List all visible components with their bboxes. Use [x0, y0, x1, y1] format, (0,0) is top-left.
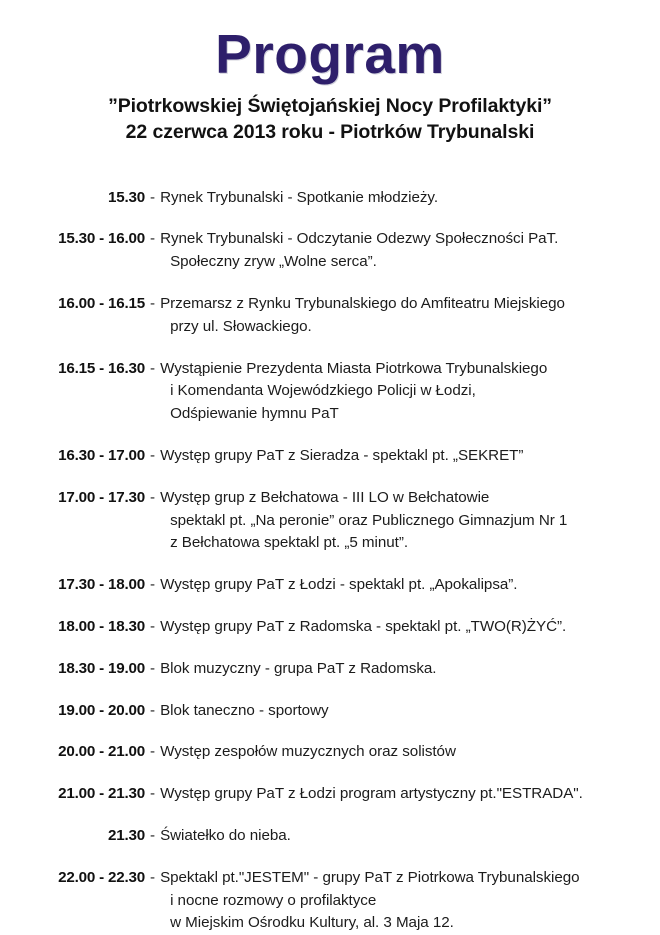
entry-description-line: Występ zespołów muzycznych oraz solistów: [160, 743, 456, 761]
entry-description-line: Spektakl pt."JESTEM" - grupy PaT z Piotrkowa Trybunalskiego: [160, 868, 580, 886]
entry-separator: -: [150, 826, 156, 844]
entry-description: [160, 187, 660, 210]
program-entry: [0, 445, 660, 468]
entry-description-line: Występ grupy PaT z Łodzi - spektakl pt. „Apokalipsa”.: [160, 576, 518, 594]
entry-time: 18.00 - 18.30: [58, 617, 145, 635]
entry-description-continuation: Społeczny zryw „Wolne serca”.: [170, 253, 377, 271]
entry-description: [160, 783, 660, 806]
entry-time: 15.30: [107, 188, 145, 206]
entry-time: 16.00 - 16.15: [58, 294, 145, 312]
entry-separator: -: [150, 576, 156, 594]
entry-description-continuation: i Komendanta Wojewódzkiego Policji w Łodzi,: [170, 382, 476, 400]
program-entry: [0, 358, 660, 426]
page-title: Program: [215, 23, 445, 85]
entry-separator: -: [150, 446, 156, 464]
entry-description-line: Wystąpienie Prezydenta Miasta Piotrkowa Trybunalskiego: [160, 359, 548, 377]
entry-description-continuation: i nocne rozmowy o profilaktyce: [170, 891, 377, 909]
entry-description-line: Rynek Trybunalski - Odczytanie Odezwy Społeczności PaT.: [160, 230, 559, 248]
entry-description: [160, 658, 660, 681]
entry-description-line: Rynek Trybunalski - Spotkanie młodzieży.: [160, 188, 439, 206]
entry-description: [160, 741, 660, 764]
entry-description-continuation: Odśpiewanie hymnu PaT: [170, 405, 339, 423]
entry-time: 19.00 - 20.00: [58, 701, 145, 719]
entry-description: [160, 358, 660, 426]
subtitle-line-2: 22 czerwca 2013 roku - Piotrków Trybunalski: [125, 120, 535, 143]
entry-time: 22.00 - 22.30: [58, 868, 145, 886]
entry-time: 15.30 - 16.00: [58, 230, 145, 248]
entry-description: [160, 445, 660, 468]
program-entry: [0, 574, 660, 597]
program-entry: [0, 293, 660, 339]
entry-description: [160, 867, 660, 935]
entry-description-continuation: z Bełchatowa spektakl pt. „5 minut”.: [170, 534, 408, 552]
entry-description: [160, 700, 660, 723]
poster-header: [0, 0, 660, 146]
program-entry: [0, 867, 660, 935]
entry-description-continuation: w Miejskim Ośrodku Kultury, al. 3 Maja 12.: [170, 914, 454, 932]
entry-time: 17.00 - 17.30: [58, 488, 145, 506]
entry-separator: -: [150, 359, 156, 377]
program-entry: [0, 487, 660, 555]
entry-time: 21.00 - 21.30: [58, 785, 145, 803]
entry-description: [160, 293, 660, 339]
program-entry: [0, 825, 660, 848]
entry-description-line: Występ grupy PaT z Łodzi program artystyczny pt."ESTRADA".: [160, 785, 583, 803]
entry-description: [160, 574, 660, 597]
entry-separator: -: [150, 659, 156, 677]
entry-description-continuation: spektakl pt. „Na peronie” oraz Publicznego Gimnazjum Nr 1: [170, 511, 568, 529]
entry-description-line: Światełko do nieba.: [160, 826, 291, 844]
program-entry: [0, 616, 660, 639]
entry-time: 18.30 - 19.00: [58, 659, 145, 677]
entry-description-line: Blok taneczno - sportowy: [160, 701, 329, 719]
program-entry: [0, 228, 660, 274]
program-entry: [0, 700, 660, 723]
entry-time: 20.00 - 21.00: [58, 743, 145, 761]
program-entry: [0, 783, 660, 806]
entry-description: [160, 825, 660, 848]
entry-description-line: Występ grup z Bełchatowa - III LO w Bełchatowie: [160, 488, 490, 506]
entry-description: [160, 616, 660, 639]
entry-separator: -: [150, 230, 156, 248]
poster-subtitle: [0, 94, 660, 145]
entry-separator: -: [150, 188, 156, 206]
entry-separator: -: [150, 868, 156, 886]
entry-separator: -: [150, 488, 156, 506]
entry-separator: -: [150, 294, 156, 312]
entry-description-continuation: przy ul. Słowackiego.: [170, 317, 312, 335]
program-entry: [0, 658, 660, 681]
entry-separator: -: [150, 785, 156, 803]
entry-separator: -: [150, 701, 156, 719]
entry-description-line: Blok muzyczny - grupa PaT z Radomska.: [160, 659, 437, 677]
entry-description-line: Przemarsz z Rynku Trybunalskiego do Amfiteatru Miejskiego: [160, 294, 565, 312]
entry-time: 17.30 - 18.00: [58, 576, 145, 594]
program-entry: [0, 741, 660, 764]
program-entry: [0, 187, 660, 210]
entry-time: 16.15 - 16.30: [58, 359, 145, 377]
entry-separator: -: [150, 743, 156, 761]
entry-description-line: Występ grupy PaT z Sieradza - spektakl pt. „SEKRET”: [160, 446, 524, 464]
entry-separator: -: [150, 617, 156, 635]
program-schedule-list: [0, 187, 660, 935]
subtitle-line-1: ”Piotrkowskiej Świętojańskiej Nocy Profilaktyki”: [108, 95, 552, 118]
entry-time: 21.30: [107, 826, 145, 844]
entry-description: [160, 487, 660, 555]
entry-description: [160, 228, 660, 274]
entry-description-line: Występ grupy PaT z Radomska - spektakl pt. „TWO(R)ŻYĆ”.: [160, 617, 567, 635]
entry-time: 16.30 - 17.00: [58, 446, 145, 464]
